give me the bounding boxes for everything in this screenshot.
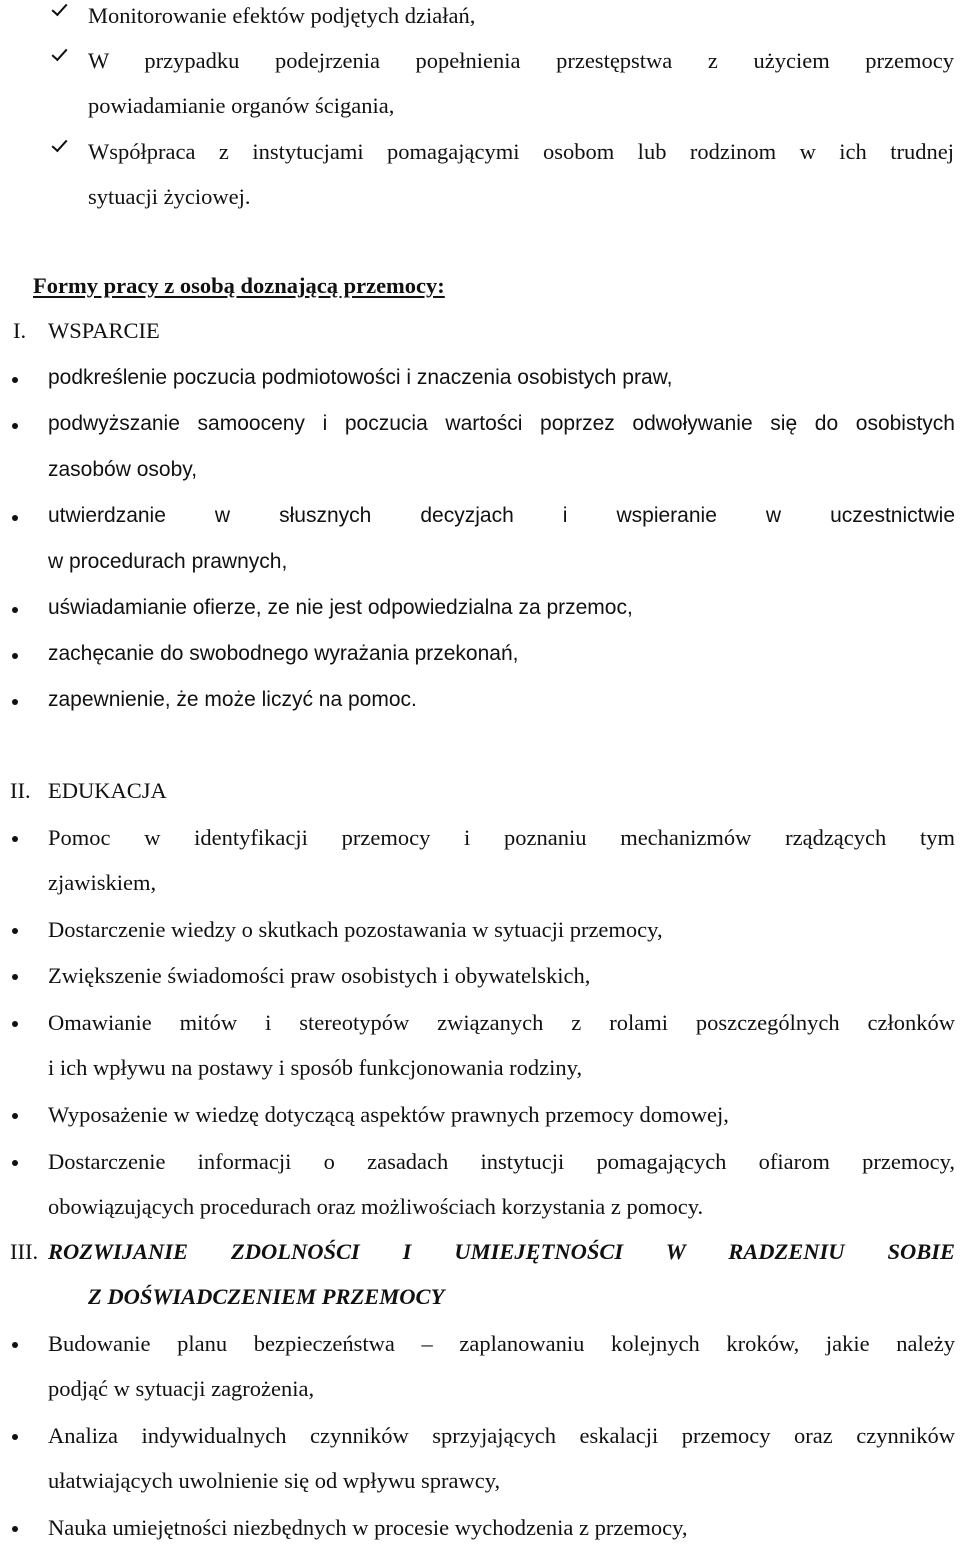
bullet-icon bbox=[12, 377, 18, 383]
section-title: WSPARCIE bbox=[48, 318, 160, 343]
list-item-cont: podjąć w sytuacji zagrożenia, bbox=[48, 1376, 315, 1401]
intro-item-2-cont: powiadamianie organów ścigania, bbox=[88, 93, 395, 118]
checkmark-icon bbox=[52, 136, 68, 153]
list-item: podkreślenie poczucia podmiotowości i znaczenia osobistych praw, bbox=[48, 366, 673, 389]
list-item: uświadamianie ofierze, ze nie jest odpowiedzialna za przemoc, bbox=[48, 596, 633, 619]
list-item: zapewnienie, że może liczyć na pomoc. bbox=[48, 688, 417, 711]
intro-item-3-cont: sytuacji życiowej. bbox=[88, 184, 251, 209]
list-item-cont: zjawiskiem, bbox=[48, 870, 157, 895]
list-item: zachęcanie do swobodnego wyrażania przekonań, bbox=[48, 642, 519, 665]
forms-heading: Formy pracy z osobą doznającą przemocy: bbox=[33, 273, 445, 298]
list-item: Wyposażenie w wiedzę dotyczącą aspektów prawnych przemocy domowej, bbox=[48, 1102, 729, 1127]
intro-item-2: W przypadku podejrzenia popełnienia przestępstwa z użyciem przemocy bbox=[88, 48, 954, 73]
bullet-icon bbox=[12, 928, 18, 934]
bullet-icon bbox=[12, 1342, 18, 1348]
list-item-cont: obowiązujących procedurach oraz możliwościach korzystania z pomocy. bbox=[48, 1194, 704, 1219]
list-item: utwierdzanie w słusznych decyzjach i wspieranie w uczestnictwie bbox=[48, 504, 955, 527]
section-number: I. bbox=[13, 318, 27, 343]
bullet-icon bbox=[12, 1160, 18, 1166]
section-title: ROZWIJANIE ZDOLNOŚCI I UMIEJĘTNOŚCI W RADZENIU SOBIE bbox=[48, 1239, 955, 1264]
list-item: Pomoc w identyfikacji przemocy i poznaniu mechanizmów rządzących tym bbox=[48, 825, 955, 850]
bullet-icon bbox=[12, 836, 18, 842]
bullet-icon bbox=[12, 1021, 18, 1027]
list-item: Budowanie planu bezpieczeństwa – zaplanowaniu kolejnych kroków, jakie należy bbox=[48, 1331, 955, 1356]
bullet-icon bbox=[12, 974, 18, 980]
bullet-icon bbox=[12, 515, 18, 521]
list-item-cont: zasobów osoby, bbox=[48, 458, 198, 481]
list-item-cont: i ich wpływu na postawy i sposób funkcjonowania rodziny, bbox=[48, 1055, 583, 1080]
bullet-icon bbox=[12, 607, 18, 613]
section-number: III. bbox=[10, 1239, 39, 1264]
bullet-icon bbox=[12, 653, 18, 659]
intro-item-1: Monitorowanie efektów podjętych działań, bbox=[88, 3, 476, 28]
bullet-icon bbox=[12, 699, 18, 705]
checkmark-icon bbox=[52, 0, 68, 16]
bullet-icon bbox=[12, 1434, 18, 1440]
list-item: Zwiększenie świadomości praw osobistych i obywatelskich, bbox=[48, 963, 591, 988]
bullet-icon bbox=[12, 1113, 18, 1119]
list-item: Omawianie mitów i stereotypów związanych z rolami poszczególnych członków bbox=[48, 1010, 955, 1035]
list-item: Nauka umiejętności niezbędnych w procesie wychodzenia z przemocy, bbox=[48, 1515, 688, 1540]
list-item: Analiza indywidualnych czynników sprzyjających eskalacji przemocy oraz czynników bbox=[48, 1423, 955, 1448]
checkmark-icon bbox=[52, 45, 68, 62]
bullet-icon bbox=[12, 423, 18, 429]
list-item-cont: ułatwiających uwolnienie się od wpływu sprawcy, bbox=[48, 1468, 501, 1493]
section-title-cont: Z DOŚWIADCZENIEM PRZEMOCY bbox=[88, 1284, 445, 1309]
list-item: podwyższanie samooceny i poczucia wartości poprzez odwoływanie się do osobistych bbox=[48, 412, 955, 435]
section-number: II. bbox=[10, 778, 31, 803]
list-item-cont: w procedurach prawnych, bbox=[48, 550, 288, 573]
intro-item-3: Współpraca z instytucjami pomagającymi osobom lub rodzinom w ich trudnej bbox=[88, 139, 954, 164]
list-item: Dostarczenie wiedzy o skutkach pozostawania w sytuacji przemocy, bbox=[48, 917, 663, 942]
list-item: Dostarczenie informacji o zasadach instytucji pomagających ofiarom przemocy, bbox=[48, 1149, 955, 1174]
bullet-icon bbox=[12, 1526, 18, 1532]
section-title: EDUKACJA bbox=[48, 778, 167, 803]
